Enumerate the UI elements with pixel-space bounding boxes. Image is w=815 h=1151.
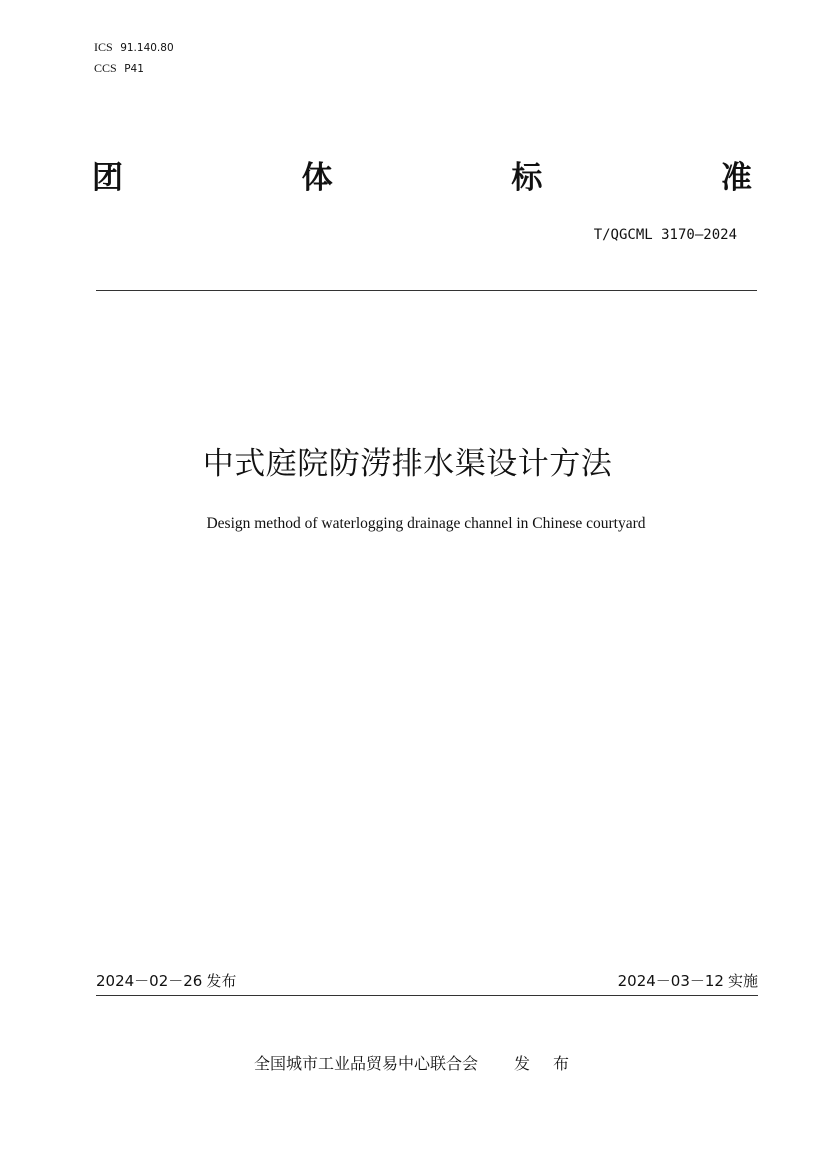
document-title-english: Design method of waterlogging drainage channel in Chinese courtyard [206, 515, 646, 532]
implement-date-block [618, 971, 758, 991]
standard-number: T/QGCML 3170—2024 [593, 227, 737, 243]
publisher-name: 全国城市工业品贸易中心联合会 [253, 1054, 478, 1073]
ics-classification [94, 40, 174, 55]
ccs-label: CCS [94, 61, 117, 75]
date-row [96, 971, 758, 991]
publisher-action: 发 布 [513, 1054, 579, 1073]
publish-label: 发布 [206, 972, 237, 990]
standard-type-char: 体 [301, 160, 333, 196]
standard-type-char: 团 [92, 160, 123, 196]
ccs-classification [94, 61, 144, 76]
ccs-code: P41 [124, 63, 144, 75]
publisher-line [0, 1053, 815, 1075]
bottom-divider [96, 995, 758, 996]
ics-label: ICS [94, 40, 113, 54]
implement-date: 2024－03－12 [617, 972, 724, 990]
ics-code: 91.140.80 [120, 42, 174, 54]
standard-type-heading [92, 158, 752, 198]
implement-label: 实施 [727, 972, 758, 990]
standard-type-char: 标 [511, 160, 543, 196]
top-divider [96, 290, 757, 291]
standard-type-char: 准 [720, 160, 752, 196]
document-title-chinese: 中式庭院防涝排水渠设计方法 [202, 446, 613, 482]
publish-date-block [96, 971, 236, 991]
publish-date: 2024－02－26 [96, 972, 203, 990]
